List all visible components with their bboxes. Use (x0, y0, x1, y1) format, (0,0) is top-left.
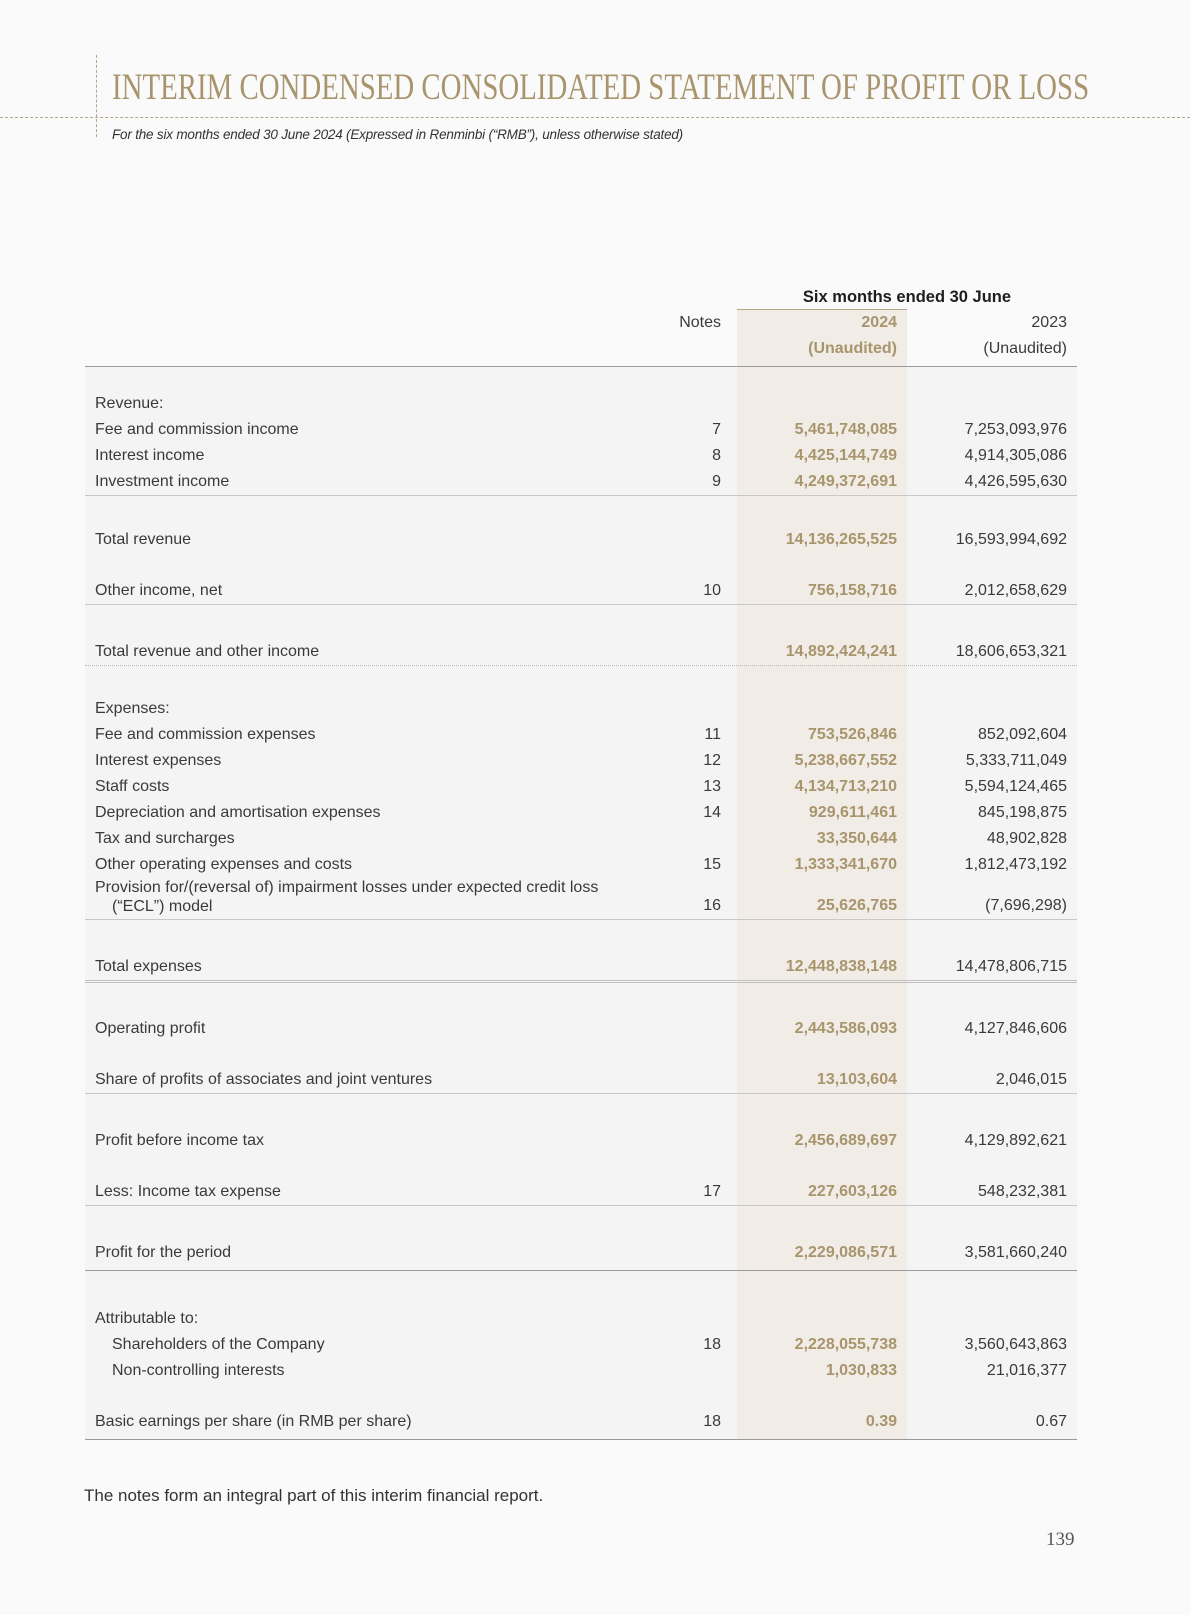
table-row-nci (85, 1358, 1077, 1384)
row-value-2023: 7,253,093,976 (964, 421, 1067, 438)
table-row-fee-expenses (85, 722, 1077, 748)
table-row-shareholders (85, 1332, 1077, 1358)
row-label: Share of profits of associates and joint ventures (95, 1071, 433, 1088)
table-row-other-operating (85, 852, 1077, 878)
row-value-2023: 3,560,643,863 (964, 1336, 1067, 1353)
row-value-2023: 852,092,604 (978, 726, 1067, 743)
header-vertical-rule (96, 55, 97, 137)
row-value-2023: 1,812,473,192 (964, 856, 1067, 873)
row-value-2023: 4,426,595,630 (964, 473, 1067, 490)
row-label: Basic earnings per share (in RMB per share) (95, 1413, 412, 1430)
row-label: Investment income (95, 473, 230, 490)
row-label: Other income, net (95, 582, 223, 599)
row-value-2024: 13,103,604 (816, 1071, 897, 1088)
year-prior-status: (Unaudited) (983, 340, 1067, 357)
row-value-2023: 16,593,994,692 (955, 531, 1067, 548)
row-label: Tax and surcharges (95, 830, 235, 847)
header-horizontal-rule (0, 117, 1190, 118)
table-row-depreciation (85, 800, 1077, 826)
row-label: Attributable to: (95, 1310, 199, 1327)
table-row-attributable-heading (85, 1306, 1077, 1332)
row-note: 18 (703, 1413, 721, 1430)
row-value-2024: 12,448,838,148 (785, 958, 897, 975)
row-label: Profit for the period (95, 1244, 232, 1261)
status-header-row (85, 336, 1077, 367)
row-value-2023: 4,127,846,606 (964, 1020, 1067, 1037)
row-value-2024: 227,603,126 (808, 1183, 897, 1200)
table-row-revenue-heading (85, 391, 1077, 417)
table-row-interest-expenses (85, 748, 1077, 774)
row-value-2023: 14,478,806,715 (955, 958, 1067, 975)
row-value-2024: 1,333,341,670 (794, 856, 897, 873)
row-value-2024: 4,249,372,691 (794, 473, 897, 490)
row-value-2023: 2,012,658,629 (964, 582, 1067, 599)
row-value-2024: 2,229,086,571 (794, 1244, 897, 1261)
row-label: Interest income (95, 447, 205, 464)
row-value-2024: 2,228,055,738 (794, 1336, 897, 1353)
table-row-profit-period (85, 1240, 1077, 1271)
row-label: Shareholders of the Company (112, 1336, 325, 1353)
row-note: 7 (712, 421, 721, 438)
profit-loss-table (85, 284, 1077, 1440)
row-label: Depreciation and amortisation expenses (95, 804, 381, 821)
row-label: Staff costs (95, 778, 170, 795)
table-row-fee-income (85, 417, 1077, 443)
row-value-2024: 753,526,846 (808, 726, 897, 743)
row-value-2023: 5,594,124,465 (964, 778, 1067, 795)
row-note: 11 (704, 726, 721, 743)
table-row-ecl (85, 878, 1077, 920)
row-label: Revenue: (95, 395, 164, 412)
row-value-2023: (7,696,298) (985, 897, 1067, 914)
table-row-income-tax (85, 1179, 1077, 1206)
row-value-2024: 929,611,461 (808, 804, 897, 821)
row-note: 18 (703, 1336, 721, 1353)
table-row-tax-surcharges (85, 826, 1077, 852)
row-value-2024: 14,892,424,241 (785, 643, 897, 660)
notes-header: Notes (679, 314, 721, 331)
table-row-total-expenses (85, 954, 1077, 983)
row-value-2024: 756,158,716 (808, 582, 897, 599)
table-row-total-revenue-other-income (85, 639, 1077, 666)
year-current-header: 2024 (861, 314, 897, 331)
row-label: Total expenses (95, 958, 202, 975)
row-note: 12 (703, 752, 721, 769)
row-label: Other operating expenses and costs (95, 856, 353, 873)
row-label: Fee and commission expenses (95, 726, 316, 743)
row-value-2023: 548,232,381 (978, 1183, 1067, 1200)
row-label: Non-controlling interests (112, 1362, 285, 1379)
row-value-2023: 845,198,875 (978, 804, 1067, 821)
row-label: Expenses: (95, 700, 170, 717)
row-label: Provision for/(reversal of) impairment losses under expected credit loss (“ECL”) model (95, 879, 599, 915)
row-label: Less: Income tax expense (95, 1183, 281, 1200)
row-label: Fee and commission income (95, 421, 299, 438)
row-value-2024: 2,456,689,697 (794, 1132, 897, 1149)
row-value-2023: 21,016,377 (986, 1362, 1067, 1379)
footnote: The notes form an integral part of this interim financial report. (84, 1486, 544, 1505)
row-value-2024: 14,136,265,525 (785, 531, 897, 548)
row-value-2023: 3,581,660,240 (964, 1244, 1067, 1261)
row-value-2024: 4,425,144,749 (794, 447, 897, 464)
row-value-2024: 1,030,833 (825, 1362, 897, 1379)
table-row-other-income (85, 578, 1077, 605)
table-row-expenses-heading (85, 696, 1077, 722)
row-note: 15 (703, 856, 721, 873)
row-note: 13 (703, 778, 721, 795)
table-row-staff-costs (85, 774, 1077, 800)
row-value-2024: 5,461,748,085 (794, 421, 897, 438)
table-row-eps (85, 1409, 1077, 1440)
row-value-2024: 33,350,644 (816, 830, 897, 847)
period-header: Six months ended 30 June (802, 288, 1012, 306)
page-title: INTERIM CONDENSED CONSOLIDATED STATEMENT OF PROFIT OR LOSS (112, 67, 1090, 108)
table-row-share-of-profits (85, 1067, 1077, 1094)
row-label: Interest expenses (95, 752, 222, 769)
row-label: Total revenue and other income (95, 643, 320, 660)
period-header-row (85, 284, 1077, 310)
row-value-2024: 2,443,586,093 (794, 1020, 897, 1037)
row-label: Operating profit (95, 1020, 206, 1037)
row-value-2023: 18,606,653,321 (955, 643, 1067, 660)
table-row-profit-before-tax (85, 1128, 1077, 1154)
row-value-2023: 48,902,828 (986, 830, 1067, 847)
row-value-2023: 5,333,711,049 (965, 752, 1067, 769)
table-row-investment-income (85, 469, 1077, 496)
year-current-status: (Unaudited) (808, 340, 897, 357)
table-row-total-revenue (85, 527, 1077, 553)
page-number: 139 (1046, 1529, 1075, 1550)
row-value-2024: 5,238,667,552 (794, 752, 897, 769)
row-value-2023: 2,046,015 (995, 1071, 1067, 1088)
row-label: Profit before income tax (95, 1132, 264, 1149)
row-note: 9 (712, 473, 721, 490)
row-value-2023: 0.67 (1035, 1413, 1067, 1430)
row-value-2024: 25,626,765 (816, 897, 897, 914)
row-value-2024: 0.39 (865, 1413, 897, 1430)
row-note: 8 (712, 447, 721, 464)
row-note: 17 (703, 1183, 721, 1200)
row-note: 16 (703, 897, 721, 914)
row-note: 14 (703, 804, 721, 821)
row-value-2024: 4,134,713,210 (794, 778, 897, 795)
row-value-2023: 4,914,305,086 (964, 447, 1067, 464)
row-value-2023: 4,129,892,621 (964, 1132, 1067, 1149)
page-subtitle: For the six months ended 30 June 2024 (Expressed in Renminbi (“RMB”), unless otherwise stated) (112, 127, 683, 142)
year-header-row (85, 310, 1077, 336)
row-label: Total revenue (95, 531, 192, 548)
year-prior-header: 2023 (1031, 314, 1067, 331)
table-row-interest-income (85, 443, 1077, 469)
table-row-operating-profit (85, 1016, 1077, 1042)
row-note: 10 (703, 582, 721, 599)
